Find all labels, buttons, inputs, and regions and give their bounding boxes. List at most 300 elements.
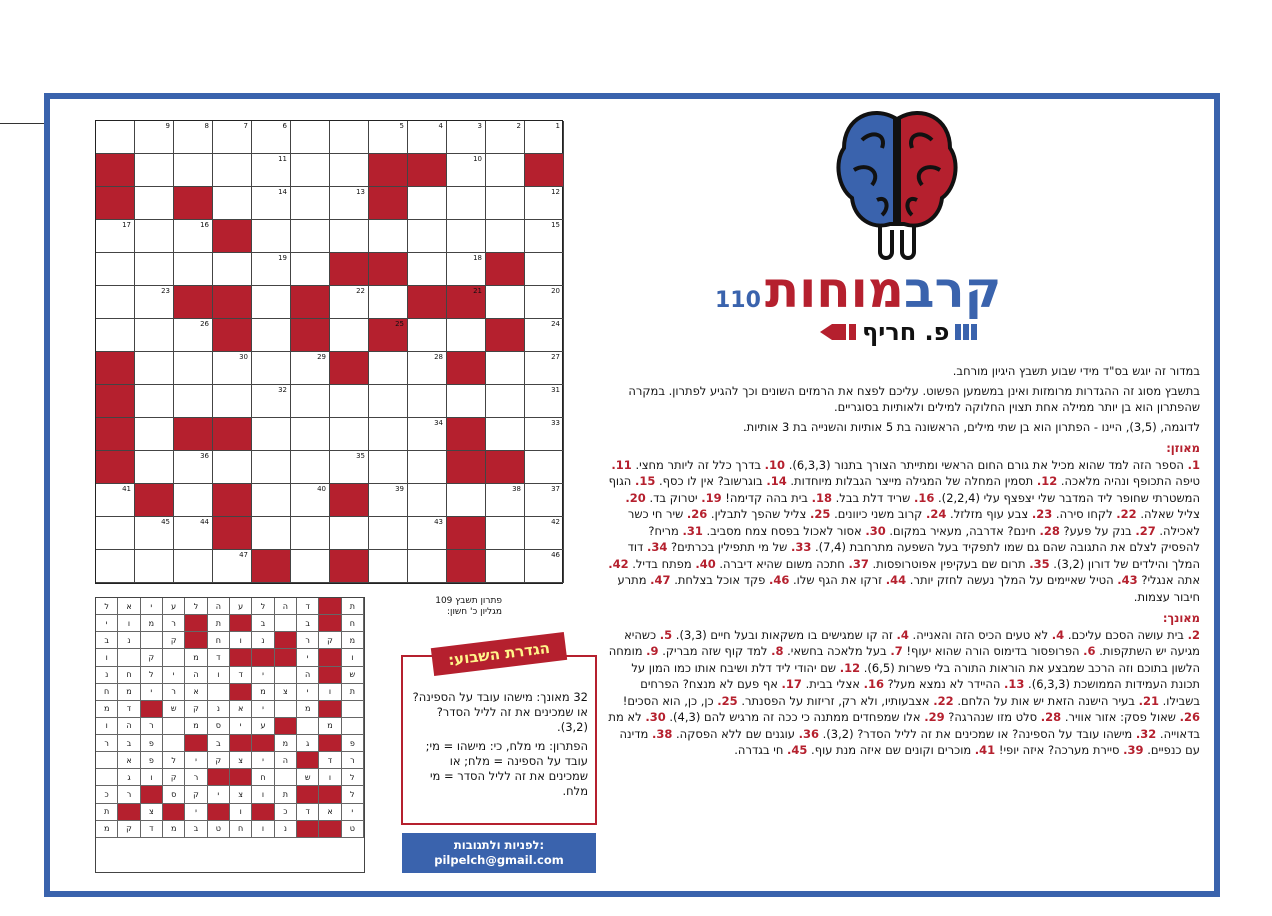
grid-cell-number: 25 — [395, 320, 404, 328]
solution-cell — [275, 769, 297, 786]
grid-cell — [291, 451, 330, 484]
grid-cell — [330, 517, 369, 550]
solution-cell: י — [208, 786, 230, 803]
clue-number: 38. — [651, 726, 673, 741]
solution-cell: נ — [275, 821, 297, 838]
intro-line2: בתשבץ מסוג זה ההגדרות מרומזות ואינן במשמען הפשוט. עליכם לפצח את הרמזים השונים וכך להגיע לפתרון. במקרה שהפתרון הוא בן יותר ממילה אחת תצוין החלוקה למילים ולאותיות בסוגריים. — [628, 383, 1200, 414]
grid-cell — [252, 286, 291, 319]
grid-cell-number: 33 — [551, 419, 560, 427]
clue-number: 46. — [768, 573, 790, 587]
grid-cell-number: 14 — [278, 188, 287, 196]
solution-cell: י — [297, 649, 319, 666]
grid-cell — [447, 385, 486, 418]
solution-cell: ד — [141, 821, 163, 838]
issue-number: 110 — [715, 288, 761, 313]
grid-cell — [525, 517, 564, 550]
clue-number: 45. — [787, 743, 808, 757]
solution-cell: ד — [208, 649, 230, 666]
grid-cell — [486, 220, 525, 253]
solution-cell: ק — [118, 821, 140, 838]
clue-text: מדינה עם כנפיים. — [619, 726, 1200, 757]
clue-text: חינם? אדרבה, מעאיר במקום. — [885, 523, 1040, 538]
grid-cell — [486, 154, 525, 187]
previous-solution-grid — [95, 597, 365, 873]
clue-text: לקחו סירה. — [1052, 507, 1117, 521]
solution-cell: ח — [96, 684, 118, 701]
grid-cell — [486, 253, 525, 286]
clue-text: הפרופסור בדימוס הורה שהוא יעוף! — [902, 644, 1084, 658]
grid-cell — [252, 451, 291, 484]
contact-label: לפניות ולתגובות: — [453, 838, 545, 852]
clue-text: לא טעים הכיס הזה והאנייה. — [908, 627, 1052, 642]
solution-cell — [208, 684, 230, 701]
clue-text: הספר הזה למד שהוא מכיל את גורם החום הראשי ומתייתר הצורך בתנור (6,3,3). — [785, 457, 1188, 472]
solution-cell — [163, 649, 185, 666]
grid-cell — [252, 319, 291, 352]
grid-cell — [330, 253, 369, 286]
grid-cell-number: 12 — [551, 188, 560, 196]
clue-number: 17. — [781, 677, 802, 691]
grid-cell — [369, 121, 408, 154]
grid-cell — [486, 484, 525, 517]
grid-cell — [408, 451, 447, 484]
solution-cell — [319, 735, 341, 752]
grid-cell — [252, 253, 291, 286]
grid-cell — [486, 418, 525, 451]
grid-cell — [447, 187, 486, 220]
grid-cell — [369, 253, 408, 286]
clue-text: של מי תתפילין בכרתים? — [667, 540, 791, 554]
grid-cell — [447, 550, 486, 583]
grid-cell — [408, 352, 447, 385]
grid-cell-number: 11 — [278, 155, 287, 163]
clue-number: 18. — [811, 490, 832, 505]
clue-text: שאול פסק: אזור אוויר. — [1061, 710, 1180, 724]
solution-cell — [230, 735, 252, 752]
clue-number: 29. — [924, 710, 945, 724]
grid-cell — [96, 121, 135, 154]
solution-cell: א — [185, 684, 207, 701]
solution-cell — [252, 804, 274, 821]
solution-cell: צ — [230, 752, 252, 769]
grid-cell — [96, 154, 135, 187]
clue-text: כן, כן, הוא הסכים! — [622, 693, 718, 708]
clue-number: 4. — [896, 627, 909, 642]
solution-cell: ל — [342, 786, 364, 803]
grid-cell-number: 34 — [434, 419, 443, 427]
grid-cell — [291, 550, 330, 583]
grid-cell-number: 35 — [356, 452, 365, 460]
grid-cell-number: 17 — [122, 221, 131, 229]
grid-cell — [369, 352, 408, 385]
clue-text: כשהיא מגיעה יש השתקפות. — [624, 627, 1200, 658]
grid-cell — [135, 121, 174, 154]
solution-cell: י — [252, 667, 274, 684]
clue-number: 21. — [1138, 693, 1159, 708]
weekly-clue-title: הגדרת השבוע: — [431, 632, 567, 676]
clue-number: 37. — [848, 556, 869, 571]
grid-cell — [174, 517, 213, 550]
clue-number: 47. — [650, 573, 671, 587]
clue-text: תרום שם בעקיפין אפוטרופסות. — [868, 556, 1030, 571]
grid-cell — [96, 517, 135, 550]
author-line — [820, 318, 977, 346]
solution-cell — [230, 684, 252, 701]
grid-cell — [252, 385, 291, 418]
solution-cell — [297, 718, 319, 735]
solution-cell: ע — [230, 598, 252, 615]
grid-cell — [408, 550, 447, 583]
clue-text: טיפה התכופף ונהיה מלאכה. — [1057, 474, 1200, 488]
clue-number: 22. — [1116, 507, 1137, 521]
intro-line3: לדוגמה, (3,5), היינו - הפתרון הוא בן שתי מילים, הראשונה בת 5 אותיות והשנייה בת 3 אותיות. — [743, 419, 1200, 434]
grid-cell — [174, 187, 213, 220]
grid-cell — [330, 121, 369, 154]
solution-cell: ו — [252, 786, 274, 803]
clue-number: 25. — [810, 507, 831, 521]
solution-cell: ו — [141, 769, 163, 786]
grid-cell — [213, 352, 252, 385]
solution-cell: מ — [275, 735, 297, 752]
solution-cell: י — [230, 718, 252, 735]
intro-line1: במדור זה יוגש בס"ד מידי שבוע תשבץ היגיון מורחב. — [952, 364, 1200, 378]
solution-cell: י — [96, 615, 118, 632]
solution-cell — [185, 735, 207, 752]
grid-cell — [96, 484, 135, 517]
grid-cell — [525, 220, 564, 253]
grid-cell — [213, 253, 252, 286]
solution-cell: ו — [230, 804, 252, 821]
clue-number: 32. — [1135, 726, 1157, 741]
pencil-icon — [820, 322, 856, 342]
solution-cell: ב — [96, 632, 118, 649]
solution-cell — [252, 649, 274, 666]
grid-cell-number: 3 — [477, 122, 482, 130]
solution-caption — [382, 596, 502, 618]
clue-text: צבע עוף מזלזל. — [946, 507, 1032, 521]
solution-cell: י — [297, 684, 319, 701]
solution-cell: ח — [230, 821, 252, 838]
clue-text: זה קו שמגישים בו משקאות ובעל חיים (3,3). — [672, 627, 897, 642]
grid-cell — [135, 517, 174, 550]
solution-cell: ד — [118, 701, 140, 718]
solution-cell: מ — [185, 649, 207, 666]
clue-number: 44. — [885, 573, 907, 587]
solution-cell — [141, 701, 163, 718]
grid-cell — [174, 286, 213, 319]
grid-cell — [486, 550, 525, 583]
solution-cell — [275, 667, 297, 684]
grid-cell — [252, 352, 291, 385]
grid-cell — [252, 220, 291, 253]
solution-cell: ו — [319, 684, 341, 701]
grid-cell-number: 41 — [122, 485, 131, 493]
solution-cell: ר — [163, 684, 185, 701]
solution-cell — [342, 701, 364, 718]
solution-cell: ר — [297, 632, 319, 649]
grid-cell — [174, 550, 213, 583]
solution-cell: ת — [342, 684, 364, 701]
clue-number: 15. — [634, 474, 656, 488]
grid-cell — [486, 352, 525, 385]
solution-cell: א — [319, 804, 341, 821]
grid-cell — [447, 517, 486, 550]
solution-cell — [275, 632, 297, 649]
grid-cell-number: 45 — [161, 518, 170, 526]
grid-cell-number: 38 — [512, 485, 521, 493]
grid-cell — [96, 418, 135, 451]
clue-number: 43. — [1117, 573, 1138, 587]
grid-cell — [174, 451, 213, 484]
grid-cell-number: 24 — [551, 320, 560, 328]
solution-cell: ס — [208, 718, 230, 735]
grid-cell — [330, 451, 369, 484]
solution-cell: ד — [297, 804, 319, 821]
weekly-clue-text — [410, 690, 588, 803]
grid-cell — [369, 517, 408, 550]
grid-cell — [135, 418, 174, 451]
solution-cell — [342, 718, 364, 735]
weekly-solution: הפתרון: מי מלח, כי: מישהו = מי; עובד על הספינה = מלח; או שמכינים את זה לליל הסדר = מי מלח. — [425, 739, 588, 798]
clue-number: 26. — [686, 507, 708, 521]
clue-number: 30. — [645, 710, 666, 724]
grid-cell — [291, 121, 330, 154]
grid-cell — [447, 286, 486, 319]
solution-cell — [230, 769, 252, 786]
grid-cell — [447, 154, 486, 187]
grid-cell — [525, 418, 564, 451]
grid-cell-number: 31 — [551, 386, 560, 394]
grid-cell — [330, 385, 369, 418]
solution-cell: ט — [342, 821, 364, 838]
clue-number: 10. — [764, 457, 786, 472]
grid-cell — [135, 550, 174, 583]
grid-cell — [486, 286, 525, 319]
grid-cell-number: 40 — [317, 485, 326, 493]
grid-cell — [252, 187, 291, 220]
clue-text: מתרע חיבור עצמות. — [617, 573, 1200, 604]
solution-cell — [319, 667, 341, 684]
grid-cell — [213, 220, 252, 253]
grid-cell-number: 1 — [555, 122, 560, 130]
clue-number: 8. — [771, 644, 784, 658]
solution-cell: צ — [230, 786, 252, 803]
solution-cell: מ — [96, 701, 118, 718]
solution-cell: צ — [275, 684, 297, 701]
grid-cell — [291, 319, 330, 352]
solution-cell — [275, 718, 297, 735]
clue-text: סלט מזו שנהרגה? — [944, 710, 1041, 724]
grid-cell — [447, 418, 486, 451]
clue-number: 5. — [659, 627, 673, 642]
grid-cell — [135, 451, 174, 484]
clue-number: 19. — [701, 490, 722, 505]
solution-cell: ר — [163, 615, 185, 632]
clue-number: 16. — [863, 677, 884, 691]
solution-cell — [185, 632, 207, 649]
solution-cell: א — [118, 598, 140, 615]
clue-number: 12. — [839, 660, 861, 675]
grid-cell — [369, 220, 408, 253]
grid-cell — [174, 385, 213, 418]
grid-cell-number: 42 — [551, 518, 560, 526]
grid-cell — [96, 286, 135, 319]
grid-cell-number: 43 — [434, 518, 443, 526]
clue-number: 36. — [798, 726, 819, 741]
grid-cell — [486, 385, 525, 418]
down-clues — [608, 627, 1200, 759]
solution-cell: מ — [141, 615, 163, 632]
grid-cell — [291, 517, 330, 550]
solution-cell — [297, 752, 319, 769]
solution-cell: י — [185, 752, 207, 769]
solution-cell — [96, 769, 118, 786]
weekly-clue: 32 מאונך: מישהו עובד על הספינה? או שמכינים את זה לליל הסדר? (3,2). — [412, 690, 588, 734]
grid-cell — [408, 187, 447, 220]
solution-cell: י — [185, 804, 207, 821]
solution-cell: ג — [118, 769, 140, 786]
solution-cell: ו — [96, 718, 118, 735]
solution-cell — [208, 804, 230, 821]
clue-text: אלו שמפחדים ממתנה כי ככה זה מרגיש להם (4,3). — [665, 710, 925, 724]
grid-cell — [369, 319, 408, 352]
clue-number: 33. — [790, 540, 812, 554]
solution-cell — [163, 735, 185, 752]
grid-cell — [213, 385, 252, 418]
clue-text: מוכרים וקונים שם איזה מנת עוף. — [807, 743, 975, 757]
solution-cell: צ — [141, 804, 163, 821]
grid-cell — [330, 286, 369, 319]
grid-cell — [135, 385, 174, 418]
solution-cell: ק — [185, 701, 207, 718]
clue-text: בוגרשוב? אין לו כסף. — [655, 474, 767, 488]
grid-cell-number: 32 — [278, 386, 287, 394]
grid-cell — [291, 484, 330, 517]
solution-cell: י — [141, 598, 163, 615]
clue-text: אצבעותיו, ולא רק, זריזות על הפסנתר. — [737, 693, 934, 708]
grid-cell — [213, 121, 252, 154]
clue-text: למד קוף שזה מבריק. — [658, 644, 772, 658]
grid-cell-number: 18 — [473, 254, 482, 262]
grid-cell-number: 37 — [551, 485, 560, 493]
solution-cell: ב — [252, 615, 274, 632]
grid-cell — [252, 154, 291, 187]
solution-cell: ח — [252, 769, 274, 786]
grid-cell — [96, 253, 135, 286]
solution-cell: ו — [96, 649, 118, 666]
grid-cell — [447, 352, 486, 385]
solution-cell: מ — [252, 684, 274, 701]
solution-cell: ל — [96, 598, 118, 615]
grid-cell — [291, 220, 330, 253]
solution-cell: ס — [163, 786, 185, 803]
grid-cell — [525, 154, 564, 187]
grid-cell — [486, 187, 525, 220]
grid-cell — [96, 319, 135, 352]
grid-cell — [525, 352, 564, 385]
grid-cell — [291, 187, 330, 220]
grid-cell — [174, 352, 213, 385]
solution-cell: כ — [96, 786, 118, 803]
clue-text: זרקו את הגף שלו. — [789, 573, 886, 587]
grid-cell — [447, 451, 486, 484]
clue-text: מומחה הלשון בתוכם וזה הרכב שמבצע את הוראות התורה בלי פשרות (6,5). — [608, 644, 1200, 675]
clue-text: חי בגדרה. — [734, 743, 788, 757]
solution-cell — [297, 821, 319, 838]
grid-cell — [291, 352, 330, 385]
contact-box — [402, 833, 596, 873]
clue-number: 26. — [1179, 710, 1200, 724]
grid-cell-number: 29 — [317, 353, 326, 361]
grid-cell — [408, 286, 447, 319]
grid-cell-number: 44 — [200, 518, 209, 526]
grid-cell — [369, 451, 408, 484]
solution-cell: ר — [96, 735, 118, 752]
solution-cell: ה — [275, 752, 297, 769]
solution-cell: י — [252, 701, 274, 718]
grid-cell — [486, 121, 525, 154]
clue-number: 9. — [646, 644, 659, 658]
clue-number: 6. — [1083, 644, 1096, 658]
grid-cell — [525, 121, 564, 154]
clue-text: אסור לאכול בפסח צמח מסביב. — [702, 523, 866, 538]
clue-text: מריח? להפסיק לצלם את התגובה שהם גם שמו לתפקיד בעל השפעה מתרחבת (7,4). — [648, 523, 1200, 554]
clue-number: 16. — [913, 490, 935, 505]
clue-number: 14. — [766, 474, 787, 488]
solution-cell: ח — [342, 615, 364, 632]
solution-cell: ל — [185, 598, 207, 615]
grid-cell — [96, 550, 135, 583]
grid-cell — [408, 319, 447, 352]
solution-cell: ב — [118, 735, 140, 752]
grid-cell — [174, 253, 213, 286]
solution-cell — [230, 615, 252, 632]
contact-email[interactable]: pilpelch@gmail.com — [434, 853, 564, 867]
clue-number: 13. — [1004, 677, 1025, 691]
solution-cell: ה — [297, 667, 319, 684]
clue-number: 39. — [1123, 743, 1144, 757]
grid-cell — [486, 451, 525, 484]
grid-cell — [135, 253, 174, 286]
solution-cell: פ — [141, 735, 163, 752]
solution-cell — [96, 752, 118, 769]
clue-text: דוד המלך והילדים של דורון (3,2). — [627, 540, 1200, 571]
grid-cell — [213, 550, 252, 583]
grid-cell — [369, 385, 408, 418]
solution-cell — [275, 615, 297, 632]
solution-cell — [319, 649, 341, 666]
solution-cell — [252, 735, 274, 752]
solution-cell: נ — [118, 632, 140, 649]
author-name: פ. חריף — [862, 318, 950, 346]
grid-cell — [252, 517, 291, 550]
clue-text: בעל מלאכה בחשאי. — [783, 644, 891, 658]
clue-text: לא מת בדאוייה. — [608, 710, 1200, 741]
solution-cell: מ — [96, 821, 118, 838]
grid-cell — [96, 187, 135, 220]
grid-cell — [96, 385, 135, 418]
grid-cell — [135, 154, 174, 187]
solution-cell: ל — [252, 598, 274, 615]
clue-text: ההיידר לא נמצא מעל? — [884, 677, 1005, 691]
clue-text: מישהו עובד על הספינה? או שמכינים את זה לליל הסדר? (3,2). — [818, 726, 1136, 741]
solution-cell — [163, 718, 185, 735]
grid-cell-number: 46 — [551, 551, 560, 559]
solution-cell: ו — [342, 649, 364, 666]
grid-cell — [447, 319, 486, 352]
solution-cell: ל — [141, 667, 163, 684]
grid-cell — [96, 220, 135, 253]
